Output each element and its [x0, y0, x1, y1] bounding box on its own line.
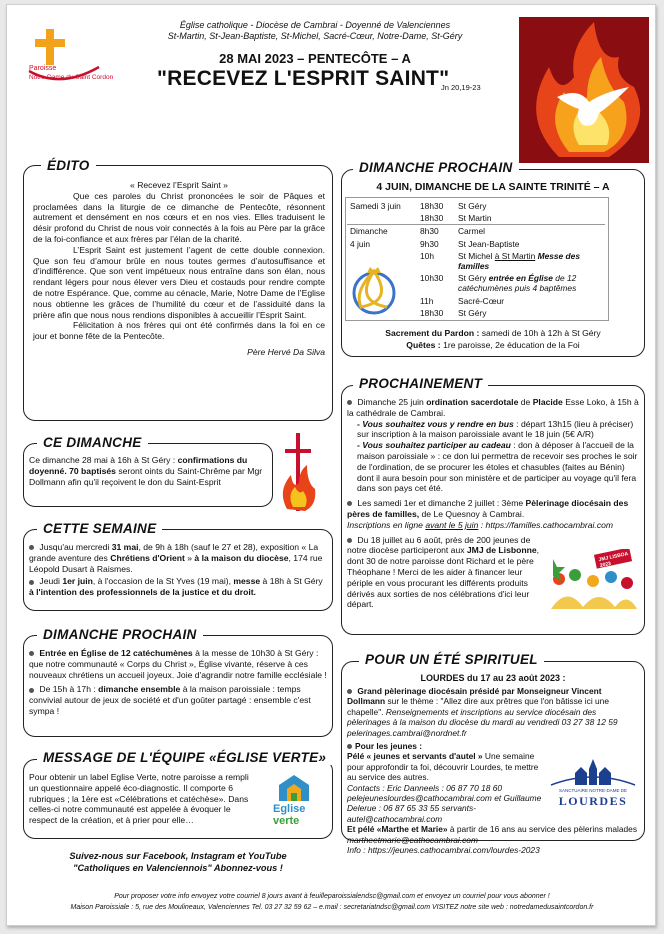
table-row: 10h30 St Géry entrée en Église de 12 catéchumènes puis 4 baptêmes [420, 273, 577, 294]
cross-flame-image [277, 431, 319, 515]
header-line1: Église catholique - Diocèse de Cambrai - Doyenné de Valenciennes [179, 20, 451, 30]
eglise-verte-text: Pour obtenir un label Eglise Verte, notre paroisse a rempli un questionnaire appelé éco-diagnostic. Il comporte 6 rubriques ; la 1ère est «Célébrations et catéchèse». Dans celles-ci notre communauté est appelée à évoquer le respect de la création, et à prier pour elle… [29, 772, 249, 826]
grand-pelerinage-item: Grand pèlerinage diocésain présidé par Monseigneur Vincent Dollmann sur le thème : "Allez dire aux prêtres que l'on bâtisse ici une chapelle". Renseignements et inscriptions au service diocésain des pèlerinages à la maison du diocèse du mardi au vendredi 03 27 38 12 59 pelerinages.cambrai@nordnet.fr [347, 686, 641, 738]
edito-paragraph-3: Félicitation à nos frères qui ont été confirmés dans la foi en ce jour et bonne fête de la Pentecôte. [33, 320, 325, 342]
cette-semaine-text [29, 542, 329, 598]
church-logo-icon [269, 773, 319, 803]
trinity-icon [349, 263, 399, 317]
semaine-item-exposition: Jusqu'au mercredi 31 mai, de 9h à 18h (sauf le 27 et 28), exposition « La grande aventure des Chrétiens d'Orient » à la maison du diocèse, 174 rue Léopold Dusart à Raismes. [29, 542, 329, 574]
lourdes-text: LOURDES [558, 794, 628, 808]
eglise-verte-title: MESSAGE DE L'ÉQUIPE «ÉGLISE VERTE» [37, 750, 332, 765]
trinity-symbol-image [349, 263, 399, 317]
ete-spirituel-title: POUR UN ÉTÉ SPIRITUEL [359, 652, 544, 667]
gospel-reference: Jn 20,19-23 [441, 83, 481, 92]
edito-body [33, 180, 325, 358]
logo-paroisse-text: Paroisse [29, 65, 57, 72]
prochainement-title: PROCHAINEMENT [353, 376, 488, 391]
quetes-line: Quêtes : 1re paroisse, 2e éducation de la Foi [406, 340, 580, 350]
table-row: 10h St Michel à St Martin Messe des familles [420, 250, 580, 272]
ordination-item: Dimanche 25 juin ordination sacerdotale de Placide Esse Loko, à 15h à la cathédrale de Cambrai. [347, 397, 641, 419]
info-link[interactable]: Info : https://jeunes.cathocambrai.com/lourdes-2023 [347, 845, 540, 856]
edito-title: ÉDITO [41, 158, 96, 173]
jmj-tag: JMJ LISBOA 2023 [598, 551, 629, 570]
table-row: Samedi 3 juin 18h30 St Géry [350, 201, 487, 211]
marthe-marie-item: Et pélé «Marthe et Marie» à partir de 16 ans au service des pèlerins malades martheetmarie@cathocambrai.com [347, 824, 638, 845]
pele-jeunes-item: Pélé « jeunes et servants d'autel » Une semaine pour approfondir ta foi, découvrir Lourdes, te mettre au service des autres. [347, 751, 539, 783]
eglise-logo-line2: verte [273, 815, 300, 827]
footer-line2: Maison Paroissiale : 5, rue des Moulineaux, Valenciennes Tel. 03 27 32 59 62 – e.mail : secretariatndsc@gmail.com VISITEZ notre site web : notredamedusaintcordon.fr [70, 904, 594, 911]
dimanche-prochain-right-title: DIMANCHE PROCHAIN [353, 160, 519, 175]
dimanche-prochain-left-title: DIMANCHE PROCHAIN [37, 627, 203, 642]
ce-dimanche-text: Ce dimanche 28 mai à 16h à St Géry : confirmations du doyenné. 70 baptisés seront oints du Saint-Chrême par Mgr Dollmann afin qu'il reçoivent le don du Saint-Esprit [29, 455, 263, 487]
table-row: 18h30 St Martin [347, 212, 605, 225]
edito-paragraph-2: L’Esprit Saint est justement l’agent de cette double connexion. Que son feu d’amour brûle en nous toutes germes d’autosuffisance et d’indifférence. Que son vent impétueux nous entraîne dans son élan, nous rendant légers pour nous élever vers Dieu et costauds pour rendre compte de notre Espérance. Que, comme au cénacle, Marie, Notre Dame de l’Eglise nous obtienne les grâces de l’humilité du cœur et de l’assiduité dans la prière afin que nous nous rendions disponibles à accueillir l’Esprit Saint. [33, 244, 325, 320]
parish-logo [21, 27, 114, 101]
eglise-verte-logo [269, 773, 319, 829]
social-line1: Suivez-nous sur Facebook, Instagram et YouTube [69, 851, 287, 861]
jmj-item: Du 18 juillet au 6 août, près de 200 jeunes de notre diocèse participeront aux JMJ de Lisbonne, dont 30 de notre paroisse dont Richard et le père Théophane ! Merci de les aider à financer leur périple en vous procurant les différents produits dérivés aux sorties de nos célébrations d'ici leur départ. [347, 535, 543, 611]
bulletin-page [6, 4, 656, 926]
logo-name-text: Notre-Dame du Saint Cordon [29, 74, 114, 81]
table-row: Dimanche 8h30 Carmel [350, 226, 485, 237]
lourdes-dates: LOURDES du 17 au 23 août 2023 : [420, 673, 566, 683]
jeunes-heading: Pour les jeunes : [347, 741, 641, 751]
main-title: "RECEVEZ L'ESPRIT SAINT" [157, 67, 450, 90]
sanctuary-logo-icon [545, 757, 641, 787]
edito-paragraph-1: Que ces paroles du Christ prononcées le soir de Pâques et proclamées dans la liturgie de ce dimanche de Pentecôte, résonnent autrement et densément en nos cœurs et en nos vies. Elles traduisent le désir profond du Christ de nous voir connectés à la fois au Père par la grâce de la foi-confiance et aux frères par l’élan de la charité. [33, 190, 325, 244]
eglise-logo-line1: Eglise [273, 803, 306, 815]
peres-familles-item: Les samedi 1er et dimanche 2 juillet : 3ème Pèlerinage diocésain des pères de familles, de Le Quesnoy à Cambrai. [347, 498, 641, 520]
table-row: 4 juin 9h30 St Jean-Baptiste [350, 238, 520, 249]
ce-dimanche-title: CE DIMANCHE [37, 435, 148, 450]
pentecost-dove-image [519, 17, 649, 163]
pardon-line: Sacrement du Pardon : samedi de 10h à 12h à St Géry [385, 328, 601, 338]
bus-item: - Vous souhaitez vous y rendre en bus : départ 13h15 (lieu à préciser) sur inscription à la maison paroissiale avant le 18 juin (5€ A/R) [357, 418, 634, 440]
dimanche-ensemble-item: De 15h à 17h : dimanche ensemble à la maison paroissiale : temps convivial autour de jeux de société et d'un goûter partagé : ensemble c'est sympa ! [29, 684, 329, 716]
sunday-subtitle: 4 JUIN, DIMANCHE DE LA SAINTE TRINITÉ – A [376, 181, 610, 193]
lourdes-logo [545, 757, 641, 813]
semaine-item-messe: Jeudi 1er juin, à l'occasion de la St Yves (19 mai), messe à 18h à St Géry à l'intention des professionnels de la justice et du droit. [29, 576, 329, 598]
social-line2: "Catholiques en Valenciennois" Abonnez-vous ! [73, 863, 283, 873]
contacts-item[interactable]: Contacts : Eric Danneels : 06 87 70 18 60 pelejeuneslourdes@cathocambrai.com et Guillaume Delerue : 06 87 65 33 55 servants-autel@cathocambrai.com [347, 782, 542, 824]
sanctuaire-text: SANCTUAIRE NOTRE-DAME DE [558, 788, 627, 793]
table-row: 18h30 St Géry [420, 307, 487, 318]
footer-line1: Pour proposer votre info envoyez votre courriel 8 jours avant à feuilleparoissialendsc@gmail.com et envoyez un courriel pour vous abonner ! [114, 893, 550, 900]
date-line: 28 MAI 2023 – PENTECÔTE – A [219, 51, 411, 66]
cross-flame-icon [277, 431, 319, 515]
inscription-link-line[interactable]: Inscriptions en ligne avant le 5 juin : https://familles.cathocambrai.com [347, 519, 614, 530]
cette-semaine-title: CETTE SEMAINE [37, 521, 162, 536]
flame-dove-icon [519, 17, 649, 163]
header-line2: St-Martin, St-Jean-Baptiste, St-Michel, Sacré-Cœur, Notre-Dame, St-Géry [167, 31, 463, 41]
cadeau-item: - Vous souhaitez participer au cadeau : don à déposer à l'accueil de la maison paroissiale » : ce don lui permettra de recevoir ses proches le soir de l'ordination, de se procurer les étoles et chasubles (faites au Bénin) dont il aura besoin pour son ministère et de participer au voyage qu'il fera dans son pays cet été. [357, 440, 638, 494]
catechumenes-item: Entrée en Église de 12 catéchumènes à la messe de 10h30 à St Géry : que notre communauté « Corps du Christ », Église vivante, réserve à ces nouveaux chrétiens un accueil joyeux. Joie d'agrandir notre famille ecclésiale ! [29, 648, 329, 680]
dimanche-prochain-left-text [29, 648, 329, 717]
jmj-illustration [547, 549, 639, 615]
table-row: 11h Sacré-Cœur [420, 295, 505, 306]
edito-signature: Père Hervé Da Silva [247, 346, 325, 357]
edito-quote: « Recevez l’Esprit Saint » [130, 180, 228, 190]
